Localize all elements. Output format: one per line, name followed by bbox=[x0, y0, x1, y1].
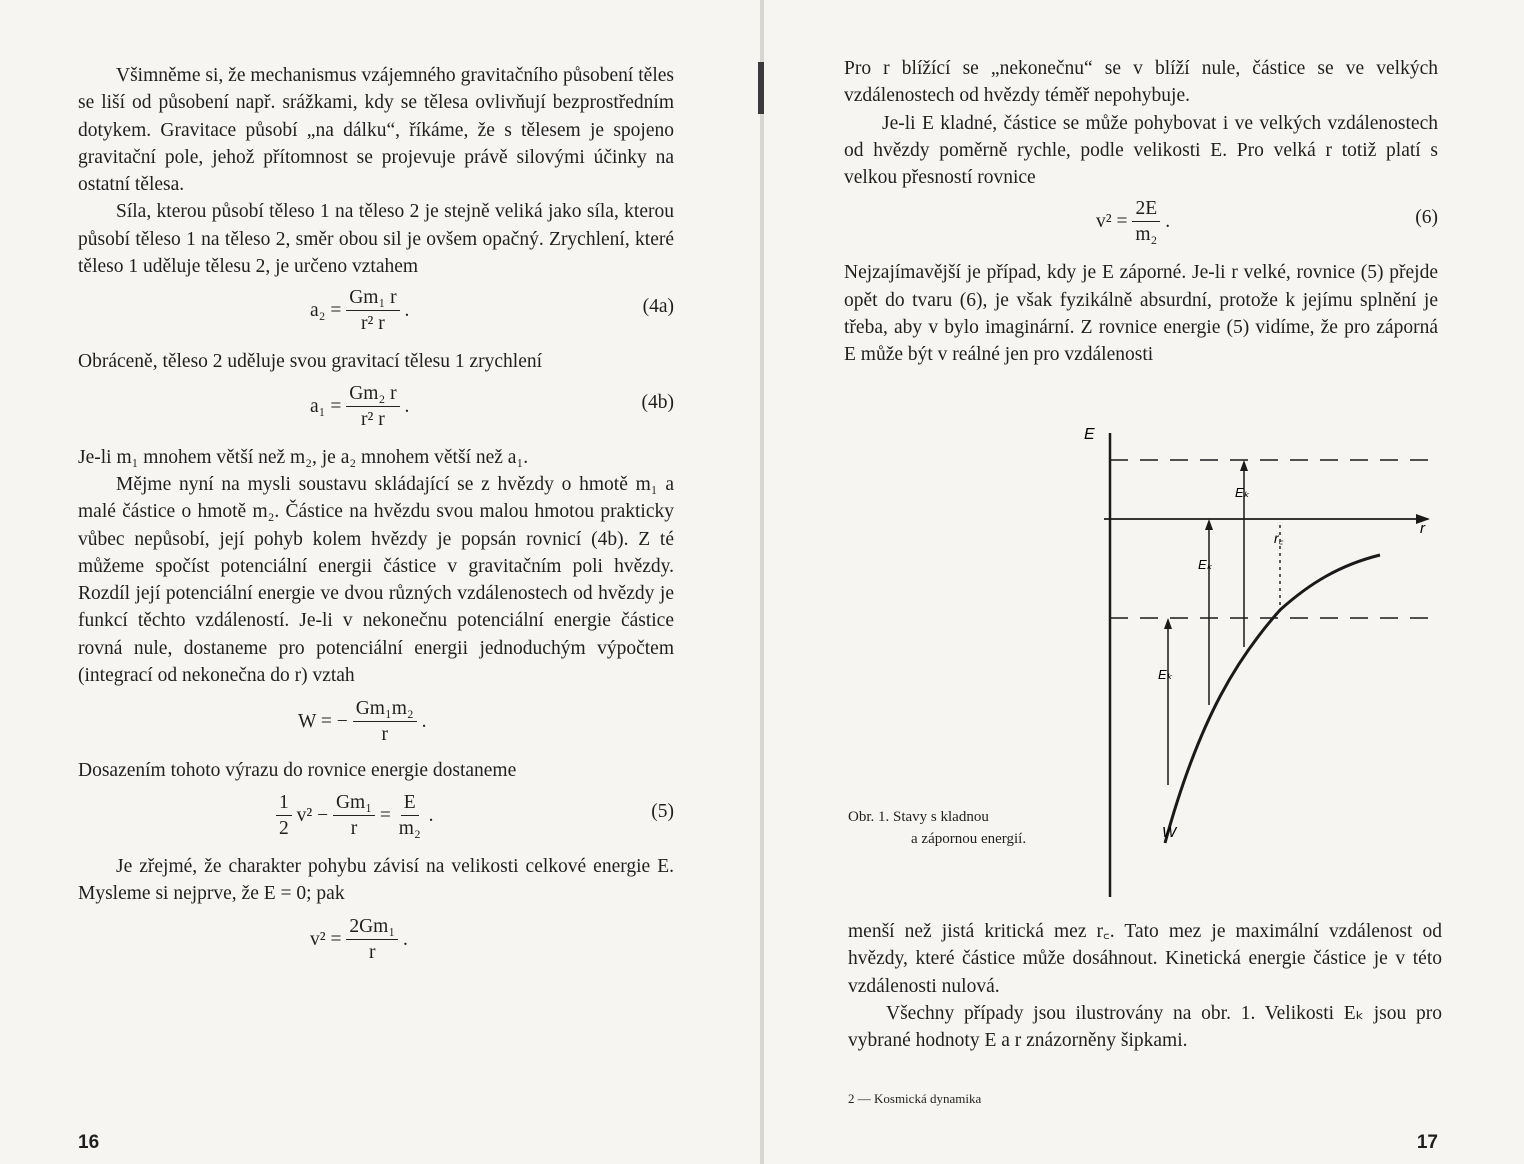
r-axis-label: r bbox=[1420, 520, 1425, 537]
arrow-icon bbox=[1164, 618, 1172, 629]
ek-label: Eₖ bbox=[1235, 485, 1250, 500]
equation-label: (4b) bbox=[641, 391, 674, 413]
curve-label-w: W bbox=[1162, 824, 1177, 841]
paragraph: Dosazením tohoto výrazu do rovnice energie dostaneme bbox=[78, 760, 517, 782]
left-text-column bbox=[78, 62, 674, 975]
eq-numerator: 2E bbox=[1132, 197, 1160, 222]
eq-numerator: Gm₂ r bbox=[346, 382, 399, 407]
eq-lhs: W = − bbox=[298, 711, 348, 733]
arrow-icon bbox=[1240, 460, 1248, 471]
equation-6: v² = $\frac{2E}{\text{m₂}}$ . (6) bbox=[844, 191, 1438, 259]
right-text-bottom bbox=[848, 918, 1442, 1054]
equation-label: (4a) bbox=[642, 296, 674, 318]
eq-numerator: 2Gm₁ bbox=[346, 915, 398, 940]
right-text-column bbox=[844, 55, 1438, 369]
ek-label: Eₖ bbox=[1158, 667, 1173, 682]
rc-label: r꜀ bbox=[1274, 530, 1284, 546]
paragraph: Všechny případy jsou ilustrovány na obr. 1. Velikosti Eₖ jsou pro vybrané hodnoty E a r znázorněny šipkami. bbox=[848, 1002, 1442, 1052]
paragraph: menší než jistá kritická mez r꜀. Tato mez je maximální vzdálenost od hvězdy, které částice může dosáhnout. Kinetická energie částice je v této vzdálenosti nulová. bbox=[848, 921, 1442, 997]
paragraph: Všimněme si, že mechanismus vzájemného gravitačního působení těles se liší od působení např. srážkami, kdy se tělesa ovlivňují bezprostředním dotykem. Gravitace působí „na dálku“, říkáme, že s tělesem je spojeno gravitační pole, jehož přítomnost se projevuje právě silovými účinky na ostatní tělesa. bbox=[78, 65, 674, 196]
arrow-icon bbox=[1205, 519, 1213, 530]
eq-denominator: m₂ bbox=[1135, 224, 1158, 246]
figure-caption: Obr. 1. Stavy s kladnou a zápornou energií. bbox=[848, 809, 1027, 847]
eq-denominator: r² r bbox=[361, 313, 385, 335]
equation-5: $\frac{1}{2}$ v² − $\frac{\text{Gm₁}}{r}$ = $\frac{E}{\text{m₂}}$ . (5) bbox=[78, 785, 674, 853]
paragraph: Pro r blížící se „nekonečnu“ se v blíží nule, částice se ve velkých vzdálenostech od hvězdy téměř nepohybuje. bbox=[844, 58, 1438, 107]
equation-4a: a₂ = $\frac{\text{Gm₁ r}}{\text{r² r}}$ . (4a) bbox=[78, 280, 674, 348]
equation-label: (5) bbox=[651, 800, 674, 822]
equation-W: W = − $\frac{\text{Gm₁m₂}}{r}$ . bbox=[78, 689, 674, 757]
equation-v: v² = $\frac{\text{2Gm₁}}{r}$ . bbox=[78, 907, 674, 975]
equation-label: (6) bbox=[1415, 207, 1438, 229]
eq-numerator: Gm₁m₂ bbox=[353, 697, 417, 722]
eq-denominator: r bbox=[381, 724, 388, 746]
paragraph: Je-li m₁ mnohem větší než m₂, je a₂ mnohem větší než a₁. bbox=[78, 446, 529, 468]
ek-label: Eₖ bbox=[1198, 557, 1213, 572]
paragraph: Síla, kterou působí těleso 1 na těleso 2 je stejně veliká jako síla, kterou působí těleso 1 na těleso 2, směr obou sil je ovšem opačný. Zrychlení, které těleso 1 uděluje tělesu 2, je určeno vztahem bbox=[78, 201, 674, 278]
eq-lhs: v² = bbox=[1096, 211, 1128, 233]
paragraph: Je zřejmé, že charakter pohybu závisí na velikosti celkové energie E. Mysleme si nejprve, že E = 0; pak bbox=[78, 855, 674, 904]
page-number: 16 bbox=[78, 1132, 100, 1153]
equation-4b: a₁ = $\frac{\text{Gm₂ r}}{\text{r² r}}$ . (4b) bbox=[78, 376, 674, 444]
energy-diagram bbox=[1070, 415, 1450, 905]
eq-lhs: a₂ = bbox=[310, 300, 342, 322]
paragraph: Mějme nyní na mysli soustavu skládající se z hvězdy o hmotě m₁ a malé částice o hmotě m₂. Částice na hvězdu svou malou hmotou prakticky vůbec nepůsobí, její pohyb kolem hvězdy je popsán rovnicí (4b). Z té můžeme spočíst potenciální energii částice v gravitačním poli hvězdy. Rozdíl její potenciální energie ve dvou různých vzdálenostech od hvězdy je funkcí těchto vzdáleností. Je-li v nekonečnu potenciální energie částice rovná nule, dostaneme pro potenciální energii jednoduchým výpočtem (integrací od nekonečna do r) vztah bbox=[78, 473, 674, 687]
eq-lhs: a₁ = bbox=[310, 395, 342, 417]
page-number: 17 bbox=[1416, 1132, 1438, 1153]
eq-denominator: r² r bbox=[361, 408, 385, 430]
chapter-footer: 2 — Kosmická dynamika bbox=[848, 1091, 982, 1106]
paragraph: Je-li E kladné, částice se může pohybovat i ve velkých vzdálenostech od hvězdy poměrně rychle, podle velikosti E. Pro velká r totiž platí s velkou přesností rovnice bbox=[844, 112, 1438, 189]
eq-denominator: r bbox=[369, 942, 376, 964]
paragraph: Obráceně, těleso 2 uděluje svou gravitací tělesu 1 zrychlení bbox=[78, 351, 543, 373]
e-axis-label: E bbox=[1084, 426, 1095, 443]
eq-numerator: Gm₁ r bbox=[346, 286, 399, 311]
paragraph: Nejzajímavější je případ, kdy je E záporné. Je-li r velké, rovnice (5) přejde opět do tvaru (6), je však fyzikálně absurdní, protože k jejímu splnění je třeba, aby v bylo imaginární. Z rovnice energie (5) vidíme, že pro záporná E může být v reálné jen pro vzdálenosti bbox=[844, 262, 1438, 366]
eq-lhs: v² = bbox=[310, 929, 342, 951]
potential-curve bbox=[1165, 555, 1380, 843]
left-page bbox=[0, 0, 760, 1164]
